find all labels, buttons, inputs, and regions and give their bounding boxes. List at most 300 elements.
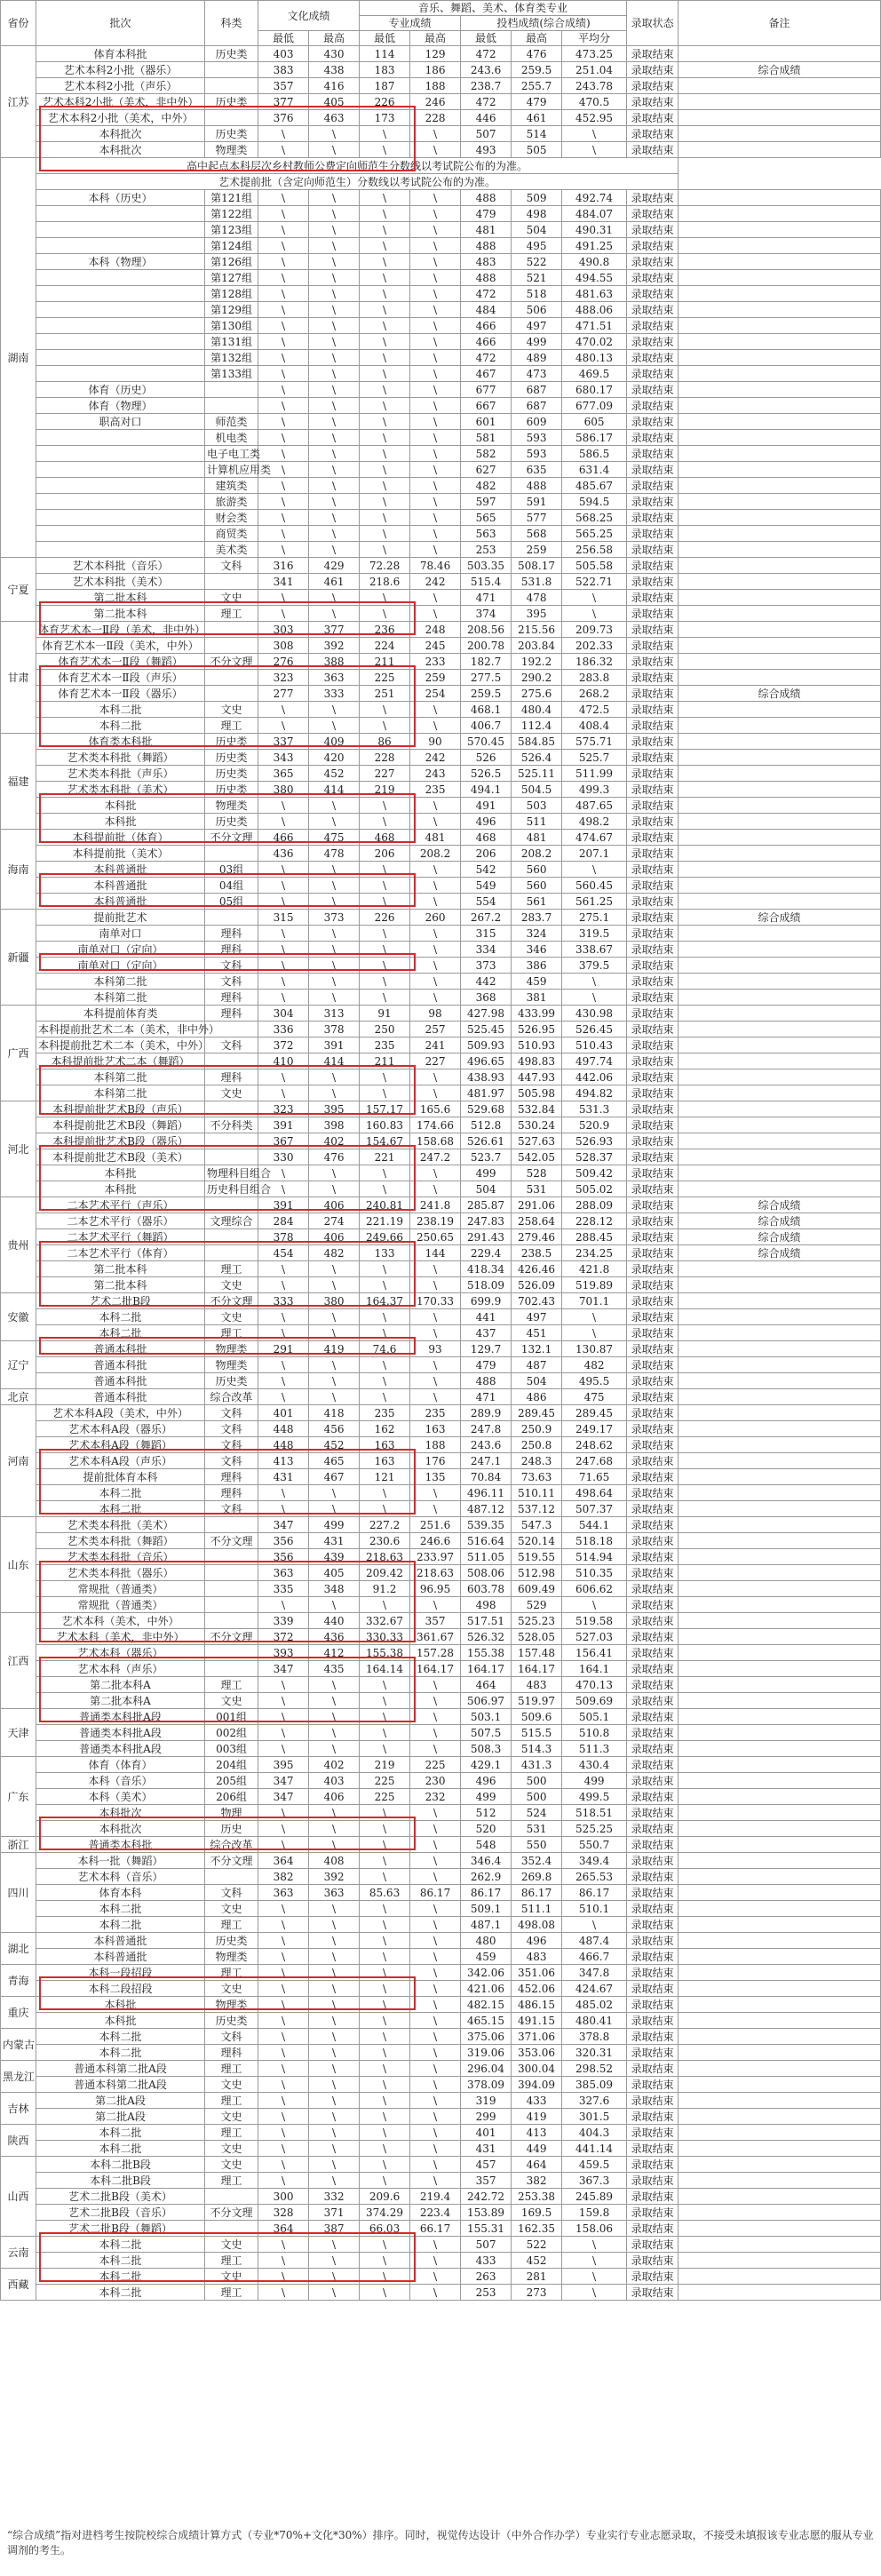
culture-max-cell: \	[309, 1949, 360, 1965]
culture-max-cell: \	[309, 142, 360, 158]
culture-max-cell: \	[309, 1181, 360, 1197]
culture-max-cell: 395	[309, 1101, 360, 1117]
subject-cell: 文科	[205, 2029, 258, 2045]
batch-cell: 本科二批	[36, 2269, 205, 2285]
remark-cell	[679, 558, 881, 574]
batch-cell: 本科批	[36, 1181, 205, 1197]
culture-max-cell: \	[309, 1325, 360, 1341]
table-row	[1, 974, 881, 990]
file-max-cell: 531.8	[512, 574, 562, 590]
remark-cell	[679, 1805, 881, 1821]
status-cell: 录取结束	[627, 1805, 679, 1821]
culture-min-cell: 395	[258, 1757, 309, 1773]
file-max-cell: 281	[512, 2269, 562, 2285]
file-avg-cell: \	[562, 2269, 627, 2285]
status-cell: 录取结束	[627, 1053, 679, 1069]
file-max-cell: 394.09	[512, 2077, 562, 2093]
subject-cell: 文史	[205, 1309, 258, 1325]
file-min-cell: 238.7	[461, 78, 512, 94]
culture-min-cell: \	[258, 1901, 309, 1917]
batch-cell: 艺术类本科批（器乐）	[36, 1565, 205, 1581]
batch-cell: 本科批次	[36, 1805, 205, 1821]
table-row	[1, 622, 881, 638]
remark-cell	[679, 2109, 881, 2125]
culture-min-cell: \	[258, 1373, 309, 1389]
remark-cell	[679, 446, 881, 462]
file-min-cell: 472	[461, 350, 512, 366]
subject-cell: 不分文理	[205, 1629, 258, 1645]
batch-cell: 职高对口	[36, 414, 205, 430]
table-row	[1, 798, 881, 814]
table-row	[1, 1293, 881, 1309]
culture-min-cell: 323	[258, 670, 309, 686]
culture-min-cell: 413	[258, 1453, 309, 1469]
subject-cell	[205, 1229, 258, 1245]
prof-min-cell: 226	[360, 94, 410, 110]
status-cell: 录取结束	[627, 1741, 679, 1757]
culture-max-cell: \	[309, 1597, 360, 1613]
status-cell: 录取结束	[627, 286, 679, 302]
province-cell: 黑龙江	[1, 2061, 36, 2093]
prof-min-cell: 86	[360, 734, 410, 750]
province-cell: 河北	[1, 1101, 36, 1197]
remark-cell	[679, 2173, 881, 2189]
table-row	[1, 1133, 881, 1149]
table-row	[1, 590, 881, 606]
culture-max-cell: \	[309, 542, 360, 558]
remark-cell	[679, 1022, 881, 1038]
file-max-cell: 531	[512, 1821, 562, 1837]
status-cell: 录取结束	[627, 1917, 679, 1933]
batch-cell: 二本艺术平行（体育）	[36, 1245, 205, 1261]
prof-max-cell: \	[410, 2141, 461, 2157]
status-cell: 录取结束	[627, 1293, 679, 1309]
culture-max-cell: \	[309, 414, 360, 430]
batch-cell: 普通类本科批A段	[36, 1709, 205, 1725]
batch-cell: 普通本科批	[36, 1341, 205, 1357]
prof-min-cell: 72.28	[360, 558, 410, 574]
culture-max-cell: 406	[309, 1229, 360, 1245]
prof-min-cell: \	[360, 142, 410, 158]
file-min-cell: 487.1	[461, 1917, 512, 1933]
file-max-cell: 479	[512, 94, 562, 110]
remark-cell	[679, 1789, 881, 1805]
batch-cell: 艺术本科2小批（美术，中外）	[36, 110, 205, 126]
file-avg-cell: 484.07	[562, 206, 627, 222]
status-cell: 录取结束	[627, 398, 679, 414]
prof-max-cell: 227	[410, 1053, 461, 1069]
prof-max-cell: \	[410, 1357, 461, 1373]
culture-min-cell: \	[258, 2253, 309, 2269]
batch-cell: 艺术本科A段（舞蹈）	[36, 1437, 205, 1453]
file-avg-cell: 452.95	[562, 110, 627, 126]
file-avg-cell: 565.25	[562, 526, 627, 542]
province-cell: 山西	[1, 2157, 36, 2237]
prof-max-cell: 165.6	[410, 1101, 461, 1117]
file-max-cell: 157.48	[512, 1645, 562, 1661]
status-cell: 录取结束	[627, 638, 679, 654]
remark-cell	[679, 2061, 881, 2077]
file-max-cell: 433	[512, 2093, 562, 2109]
remark-cell	[679, 318, 881, 334]
culture-max-cell: \	[309, 1709, 360, 1725]
prof-max-cell: \	[410, 1501, 461, 1517]
prof-max-cell: 98	[410, 1006, 461, 1022]
table-row	[1, 1261, 881, 1277]
file-max-cell: 481	[512, 830, 562, 846]
subject-cell: 物理类	[205, 1949, 258, 1965]
subject-cell: 理科	[205, 1006, 258, 1022]
culture-max-cell: 371	[309, 2205, 360, 2221]
prof-min-cell: \	[360, 1821, 410, 1837]
prof-min-cell: 218.6	[360, 574, 410, 590]
file-min-cell: 468.1	[461, 702, 512, 718]
file-min-cell: 570.45	[461, 734, 512, 750]
file-max-cell: 522	[512, 2237, 562, 2253]
prof-max-cell: 86.17	[410, 1885, 461, 1901]
file-max-cell: 495	[512, 238, 562, 254]
file-max-cell: 687	[512, 398, 562, 414]
batch-cell: 南单对口（定向）	[36, 942, 205, 958]
file-max-cell: 238.5	[512, 1245, 562, 1261]
culture-max-cell: \	[309, 1677, 360, 1693]
batch-cell: 本科二批	[36, 2237, 205, 2253]
culture-max-cell: \	[309, 270, 360, 286]
prof-min-cell: \	[360, 1181, 410, 1197]
prof-max-cell: \	[410, 990, 461, 1006]
file-min-cell: 153.89	[461, 2205, 512, 2221]
file-max-cell: 452	[512, 2253, 562, 2269]
prof-max-cell: \	[410, 334, 461, 350]
culture-min-cell: 323	[258, 1101, 309, 1117]
province-cell: 宁夏	[1, 558, 36, 622]
remark-cell	[679, 1421, 881, 1437]
subject-cell	[205, 910, 258, 926]
remark-cell	[679, 1773, 881, 1789]
batch-cell: 体育艺术本一Ⅱ段（器乐）	[36, 686, 205, 702]
prof-min-cell: 66.03	[360, 2221, 410, 2237]
file-avg-cell: 186.32	[562, 654, 627, 670]
batch-cell: 本科第二批	[36, 1085, 205, 1101]
culture-min-cell: 347	[258, 1789, 309, 1805]
subject-cell	[205, 1645, 258, 1661]
status-cell: 录取结束	[627, 1773, 679, 1789]
status-cell: 录取结束	[627, 1277, 679, 1293]
batch-cell	[36, 542, 205, 558]
culture-max-cell: 414	[309, 1053, 360, 1069]
remark-cell	[679, 1165, 881, 1181]
remark-cell	[679, 1597, 881, 1613]
remark-cell	[679, 894, 881, 910]
status-cell: 录取结束	[627, 1949, 679, 1965]
prof-min-cell: \	[360, 1069, 410, 1085]
prof-max-cell: 225	[410, 1757, 461, 1773]
table-row	[1, 686, 881, 702]
prof-min-cell: \	[360, 2045, 410, 2061]
batch-cell: 本科提前批艺术B段（声乐）	[36, 1101, 205, 1117]
culture-min-cell: \	[258, 430, 309, 446]
prof-min-cell: 74.6	[360, 1341, 410, 1357]
batch-cell: 艺术类本科批（美术）	[36, 1517, 205, 1533]
culture-max-cell: 463	[309, 110, 360, 126]
status-cell: 录取结束	[627, 382, 679, 398]
prof-min-cell: 240.81	[360, 1197, 410, 1213]
status-cell: 录取结束	[627, 206, 679, 222]
file-max-cell: 259.5	[512, 62, 562, 78]
file-max-cell: 525.11	[512, 766, 562, 782]
subject-cell: 理科	[205, 942, 258, 958]
prof-min-cell: 227.2	[360, 1517, 410, 1533]
prof-max-cell: 157.28	[410, 1645, 461, 1661]
file-max-cell: 532.84	[512, 1101, 562, 1117]
remark-cell	[679, 2093, 881, 2109]
culture-min-cell: \	[258, 1981, 309, 1997]
table-row	[1, 1245, 881, 1261]
prof-max-cell: \	[410, 1741, 461, 1757]
culture-max-cell: \	[309, 302, 360, 318]
culture-min-cell: \	[258, 1501, 309, 1517]
culture-max-cell: \	[309, 1725, 360, 1741]
file-avg-cell: \	[562, 126, 627, 142]
batch-cell: 本科二批B段	[36, 2173, 205, 2189]
culture-max-cell: \	[309, 1085, 360, 1101]
batch-cell: 艺术本科（声乐）	[36, 1661, 205, 1677]
culture-min-cell: \	[258, 2061, 309, 2077]
remark-cell	[679, 1293, 881, 1309]
prof-min-cell: \	[360, 2093, 410, 2109]
file-min-cell: 487.12	[461, 1501, 512, 1517]
file-avg-cell: 347.8	[562, 1965, 627, 1981]
culture-min-cell: 347	[258, 1773, 309, 1789]
culture-max-cell: 456	[309, 1421, 360, 1437]
status-cell: 录取结束	[627, 478, 679, 494]
file-max-cell: 504	[512, 222, 562, 238]
file-avg-cell: 470.13	[562, 1677, 627, 1693]
prof-min-cell: 221	[360, 1149, 410, 1165]
status-cell: 录取结束	[627, 2125, 679, 2141]
file-max-cell: 451	[512, 1325, 562, 1341]
table-row	[1, 1709, 881, 1725]
prof-min-cell: 155.38	[360, 1645, 410, 1661]
remark-cell	[679, 2029, 881, 2045]
prof-min-cell: \	[360, 1965, 410, 1981]
culture-min-cell: \	[258, 1261, 309, 1277]
prof-max-cell: 250.65	[410, 1229, 461, 1245]
subject-cell	[205, 1549, 258, 1565]
culture-min-cell: \	[258, 2077, 309, 2093]
prof-max-cell: 361.67	[410, 1629, 461, 1645]
culture-min-cell: 341	[258, 574, 309, 590]
file-min-cell: 627	[461, 462, 512, 478]
status-cell: 录取结束	[627, 1709, 679, 1725]
prof-max-cell: \	[410, 446, 461, 462]
file-min-cell: 346.4	[461, 1853, 512, 1869]
prof-max-cell: \	[410, 1949, 461, 1965]
file-min-cell: 667	[461, 398, 512, 414]
file-min-cell: 515.4	[461, 574, 512, 590]
remark-cell	[679, 734, 881, 750]
file-avg-cell: 499	[562, 1773, 627, 1789]
file-max-cell: 497	[512, 318, 562, 334]
prof-max-cell: 186	[410, 62, 461, 78]
culture-min-cell: 391	[258, 1117, 309, 1133]
status-cell: 录取结束	[627, 2189, 679, 2205]
table-row	[1, 734, 881, 750]
subject-cell	[205, 574, 258, 590]
prof-max-cell: \	[410, 2077, 461, 2093]
file-min-cell: 466	[461, 318, 512, 334]
subject-cell: 师范类	[205, 414, 258, 430]
file-max-cell: 300.04	[512, 2061, 562, 2077]
remark-cell	[679, 1981, 881, 1997]
subject-cell: 理科	[205, 1469, 258, 1485]
table-row	[1, 1517, 881, 1533]
file-min-cell: 529.68	[461, 1101, 512, 1117]
prof-min-cell: 218.63	[360, 1549, 410, 1565]
table-row	[1, 1917, 881, 1933]
table-row	[1, 878, 881, 894]
subject-cell: 文科	[205, 558, 258, 574]
file-avg-cell: 505.02	[562, 1181, 627, 1197]
subject-cell	[205, 78, 258, 94]
remark-cell: 综合成绩	[679, 910, 881, 926]
batch-cell: 本科批次	[36, 142, 205, 158]
subject-cell: 文科	[205, 1501, 258, 1517]
remark-cell	[679, 638, 881, 654]
prof-min-cell: 250	[360, 1022, 410, 1038]
file-min-cell: 479	[461, 206, 512, 222]
subject-cell: 综合改革	[205, 1837, 258, 1853]
prof-max-cell: \	[410, 1597, 461, 1613]
table-row	[1, 414, 881, 430]
prof-max-cell: 248	[410, 622, 461, 638]
table-row	[1, 126, 881, 142]
subject-cell: 理工	[205, 1965, 258, 1981]
remark-cell	[679, 606, 881, 622]
culture-min-cell: \	[258, 462, 309, 478]
file-max-cell: 253.38	[512, 2189, 562, 2205]
file-avg-cell: 471.51	[562, 318, 627, 334]
file-max-cell: 346	[512, 942, 562, 958]
file-avg-cell: 249.17	[562, 1421, 627, 1437]
culture-min-cell: \	[258, 862, 309, 878]
file-min-cell: 511.05	[461, 1549, 512, 1565]
subject-cell: 03组	[205, 862, 258, 878]
prof-max-cell: \	[410, 142, 461, 158]
prof-min-cell: 85.63	[360, 1885, 410, 1901]
file-min-cell: 488	[461, 190, 512, 206]
culture-max-cell: 406	[309, 1197, 360, 1213]
file-avg-cell: \	[562, 2285, 627, 2301]
file-avg-cell: 164.1	[562, 1661, 627, 1677]
culture-max-cell: 392	[309, 638, 360, 654]
batch-cell: 本科提前批艺术B段（美术）	[36, 1149, 205, 1165]
file-max-cell: 459	[512, 974, 562, 990]
file-avg-cell: 680.17	[562, 382, 627, 398]
file-avg-cell: 268.2	[562, 686, 627, 702]
file-min-cell: 262.9	[461, 1869, 512, 1885]
subject-cell	[205, 686, 258, 702]
file-avg-cell: 526.45	[562, 1022, 627, 1038]
prof-max-cell: 259	[410, 670, 461, 686]
culture-max-cell: \	[309, 2013, 360, 2029]
prof-min-cell: \	[360, 206, 410, 222]
culture-min-cell: 316	[258, 558, 309, 574]
prof-max-cell: \	[410, 2013, 461, 2029]
table-row	[1, 1821, 881, 1837]
file-min-cell: 438.93	[461, 1069, 512, 1085]
subject-cell: 电子电工类	[205, 446, 258, 462]
file-min-cell: 503.35	[461, 558, 512, 574]
file-min-cell: 526.32	[461, 1629, 512, 1645]
file-avg-cell: 228.12	[562, 1213, 627, 1229]
batch-cell: 艺术二批B段（音乐）	[36, 2205, 205, 2221]
status-cell: 录取结束	[627, 1997, 679, 2013]
batch-cell: 二本艺术平行（声乐）	[36, 1197, 205, 1213]
prof-min-cell: \	[360, 446, 410, 462]
subject-cell: 理科	[205, 926, 258, 942]
culture-min-cell: \	[258, 1821, 309, 1837]
status-cell: 录取结束	[627, 1757, 679, 1773]
subject-cell: 物理	[205, 1805, 258, 1821]
prof-max-cell: \	[410, 462, 461, 478]
culture-max-cell: \	[309, 318, 360, 334]
batch-cell: 艺术本科2小批（器乐）	[36, 62, 205, 78]
subject-cell: 001组	[205, 1709, 258, 1725]
culture-min-cell: 382	[258, 1869, 309, 1885]
province-cell: 西藏	[1, 2269, 36, 2301]
file-max-cell: 560	[512, 862, 562, 878]
prof-min-cell: \	[360, 1309, 410, 1325]
prof-min-cell: 235	[360, 1038, 410, 1053]
culture-min-cell: \	[258, 478, 309, 494]
file-min-cell: 582	[461, 446, 512, 462]
table-row	[1, 1022, 881, 1038]
prof-max-cell: 235	[410, 782, 461, 798]
status-cell: 录取结束	[627, 1069, 679, 1085]
prof-max-cell: \	[410, 414, 461, 430]
file-max-cell: 169.5	[512, 2205, 562, 2221]
batch-cell: 艺术本科批（美术）	[36, 574, 205, 590]
culture-max-cell: \	[309, 2125, 360, 2141]
file-min-cell: 516.64	[461, 1533, 512, 1549]
file-avg-cell: 518.51	[562, 1805, 627, 1821]
batch-cell	[36, 318, 205, 334]
status-cell: 录取结束	[627, 558, 679, 574]
culture-max-cell: \	[309, 462, 360, 478]
file-avg-cell: \	[562, 1597, 627, 1613]
subject-cell	[205, 1245, 258, 1261]
subject-cell: 第129组	[205, 302, 258, 318]
file-min-cell: 565	[461, 510, 512, 526]
file-avg-cell: 568.25	[562, 510, 627, 526]
province-cell: 内蒙古	[1, 2029, 36, 2061]
culture-max-cell: \	[309, 1997, 360, 2013]
file-min-cell: 603.78	[461, 1581, 512, 1597]
status-cell: 录取结束	[627, 1517, 679, 1533]
status-cell: 录取结束	[627, 574, 679, 590]
batch-cell: 提前批艺术	[36, 910, 205, 926]
remark-cell	[679, 142, 881, 158]
file-max-cell: 591	[512, 494, 562, 510]
prof-max-cell: \	[410, 1069, 461, 1085]
remark-cell	[679, 94, 881, 110]
prof-max-cell: \	[410, 1261, 461, 1277]
prof-min-cell: 163	[360, 1453, 410, 1469]
remark-cell	[679, 1917, 881, 1933]
file-avg-cell: 481.63	[562, 286, 627, 302]
remark-cell	[679, 1261, 881, 1277]
